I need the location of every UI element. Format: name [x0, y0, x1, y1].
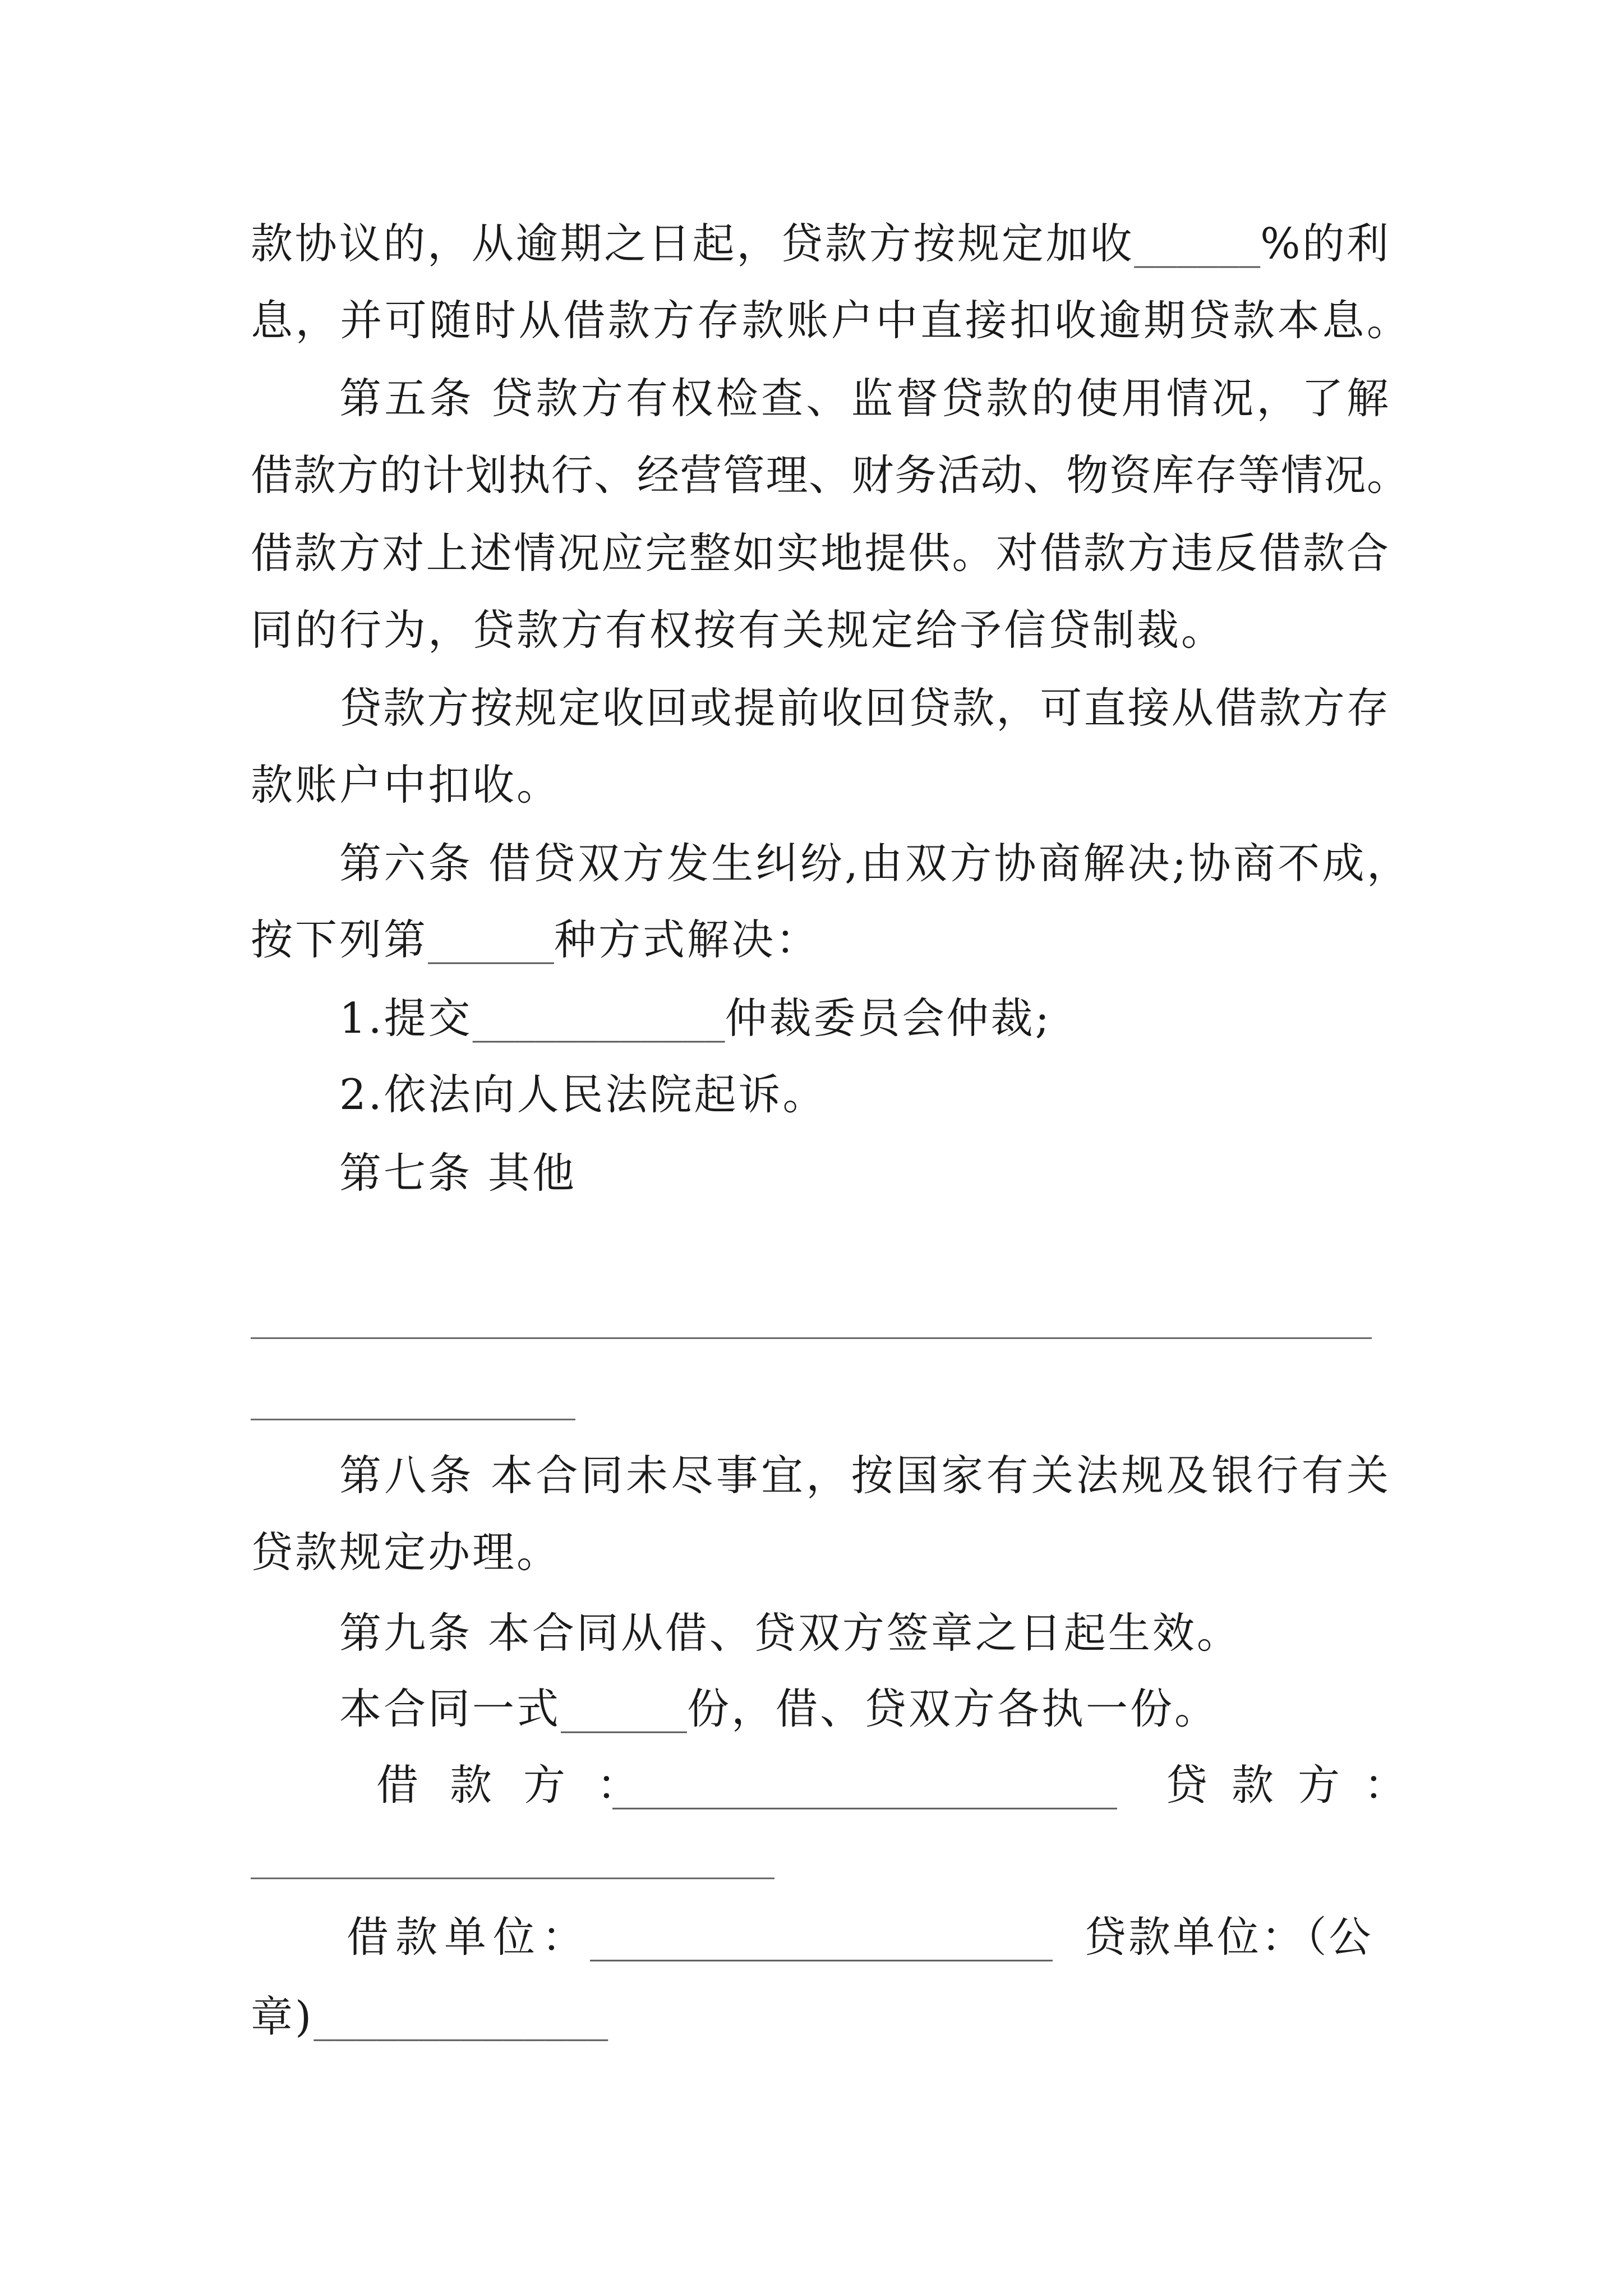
article5-line: 借款方的计划执行、经营管理、财务活动、物资库存等情况。 [251, 450, 1409, 500]
article7-heading: 第七条 其他 [339, 1148, 577, 1198]
borrower-unit-label: 借款单位： [347, 1912, 591, 1962]
fill-line [251, 1419, 575, 1420]
lender-unit-line [251, 1989, 608, 2045]
article4-line [251, 215, 1389, 272]
lender-label: 贷款方： [1165, 1760, 1431, 1810]
arbitration-committee-blank: ____________ [472, 993, 725, 1043]
article5-line: 款账户中扣收。 [251, 760, 561, 809]
copies-line [339, 1681, 1219, 1737]
article8-line: 贷款规定办理。 [251, 1527, 561, 1577]
article8-line: 第八条 本合同未尽事宜，按国家有关法规及银行有关 [339, 1451, 1389, 1500]
lender-signature-line [251, 1878, 774, 1879]
copies-blank: ______ [561, 1684, 688, 1733]
article4-line: 息，并可随时从借款方存款账户中直接扣收逾期贷款本息。 [251, 296, 1409, 345]
option-1-tail: 仲裁委员会仲裁; [725, 993, 1052, 1043]
lender-unit-label-cont: 章) [251, 1992, 314, 2041]
article5-line: 贷款方按规定收回或提前收回贷款，可直接从借款方存 [339, 683, 1389, 733]
article6-option-2: 2.依法向人民法院起诉。 [339, 1070, 827, 1119]
article5-line: 借款方对上述情况应完整如实地提供。对借款方违反借款合 [251, 528, 1389, 578]
article4-line-tail: %的利 [1260, 219, 1389, 268]
article6-line: 第六条 借贷双方发生纠纷,由双方协商解决;协商不成， [339, 839, 1409, 888]
article5-line: 第五条 贷款方有权检查、监督贷款的使用情况，了解 [339, 374, 1389, 423]
borrower-label: 借款方： [376, 1760, 671, 1810]
copies-tail: 份，借、贷双方各执一份。 [687, 1684, 1219, 1733]
fill-line [251, 1337, 1372, 1339]
borrower-unit-blank: ______________________ [590, 1912, 1053, 1962]
copies-text: 本合同一式 [339, 1684, 561, 1733]
lender-unit-blank: ______________ [313, 1992, 608, 2041]
lender-unit-label: 贷款单位：（公 [1084, 1912, 1373, 1962]
method-blank: ______ [428, 915, 555, 964]
borrower-signature-blank: ________________________ [612, 1760, 1117, 1810]
article6-line-text: 按下列第 [251, 915, 428, 964]
article5-line: 同的行为，贷款方有权按有关规定给予信贷制裁。 [251, 605, 1226, 655]
article6-line-tail: 种方式解决： [554, 915, 820, 964]
article9-line: 第九条 本合同从借、贷双方签章之日起生效。 [339, 1608, 1241, 1658]
option-1-text: 1.提交 [339, 993, 473, 1043]
article6-line [251, 912, 820, 968]
article4-line-text: 款协议的，从逾期之日起，贷款方按规定加收 [251, 219, 1135, 268]
article6-option-1 [339, 990, 1052, 1046]
rate-blank: ______ [1134, 219, 1261, 268]
